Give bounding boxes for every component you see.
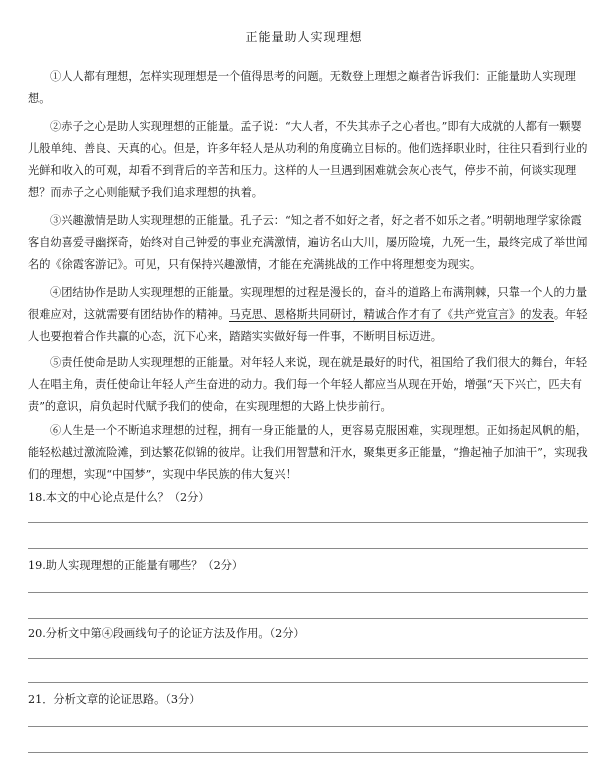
answer-line	[28, 548, 588, 549]
paragraph-1: ①人人都有理想，怎样实现理想是一个值得思考的问题。无数登上理想之巅者告诉我们：正能量助人实现理想。	[28, 70, 576, 105]
answer-line	[28, 618, 588, 619]
paragraph-4-text-after: 。年轻人也要抱着合作共赢的心态，沉下心来，踏踏实实做好每一件事，不断明目标迈进。	[28, 308, 588, 343]
answer-line	[28, 658, 588, 659]
page-title: 正能量助人实现理想	[245, 30, 363, 44]
question-18: 18.本文的中心论点是什么？（2分）	[28, 491, 210, 504]
answer-line	[28, 752, 588, 753]
paragraph-4-underlined-sentence: 马克思、恩格斯共同研讨，精诚合作才有了《共产党宣言》的发表	[229, 308, 554, 321]
paragraph-5: ⑤责任使命是助人实现理想的正能量。对年轻人来说，现在就是最好的时代，祖国给了我们很大的舞台，年轻人在唱主角，责任使命让年轻人产生奋进的动力。我们每一个年轻人都应当从现在开始，增强“天下兴亡，匹夫有责”的意识，肩负起时代赋予我们的使命，在实现理想的大路上快步前行。	[28, 356, 588, 413]
paragraph-4	[28, 282, 592, 348]
paragraph-2: ②赤子之心是助人实现理想的正能量。孟子说：“大人者，不失其赤子之心者也。”即有大成就的人都有一颗婴儿般单纯、善良、天真的心。但是，许多年轻人是从功利的角度确立目标的。他们选择职业时，往往只看到行业的光鲜和收入的可观，却看不到背后的辛苦和压力。这样的人一旦遇到困难就会灰心丧气，停步不前，何谈实现理想？而赤子之心则能赋予我们追求理想的执着。	[28, 120, 588, 199]
paragraph-3: ③兴趣激情是助人实现理想的正能量。孔子云：“知之者不如好之者，好之者不如乐之者。”明朝地理学家徐霞客自幼喜爱寻幽探奇，始终对自己钟爱的事业充满激情，遍访名山大川，屡历险境，九死一生，最终完成了举世闻名的《徐霞客游记》。可见，只有保持兴趣激情，才能在充满挑战的工作中将理想变为现实。	[28, 214, 588, 271]
answer-line	[28, 522, 588, 523]
question-21: 21．分析文章的论证思路。（3分）	[28, 693, 201, 706]
question-19: 19.助人实现理想的正能量有哪些？（2分）	[28, 559, 244, 572]
paragraph-6: ⑥人生是一个不断追求理想的过程，拥有一身正能量的人，更容易克服困难，实现理想。正如扬起风帆的船，能轻松越过激流险滩，到达繁花似锦的彼岸。让我们用智慧和汗水，聚集更多正能量，“撸起袖子加油干”，实现我们的理想，实现“中国梦”，实现中华民族的伟大复兴！	[28, 424, 588, 481]
answer-line	[28, 682, 588, 683]
paragraph-4-text-before: ④团结协作是助人实现理想的正能量。实现理想的过程是漫长的，奋斗的道路上布满荆棘，只靠一个人的力量很难应对，这就需要有团结协作的精神。	[28, 286, 588, 321]
answer-line	[28, 592, 588, 593]
question-20: 20.分析文中第④段画线句子的论证方法及作用。（2分）	[28, 627, 305, 640]
answer-line	[28, 726, 588, 727]
